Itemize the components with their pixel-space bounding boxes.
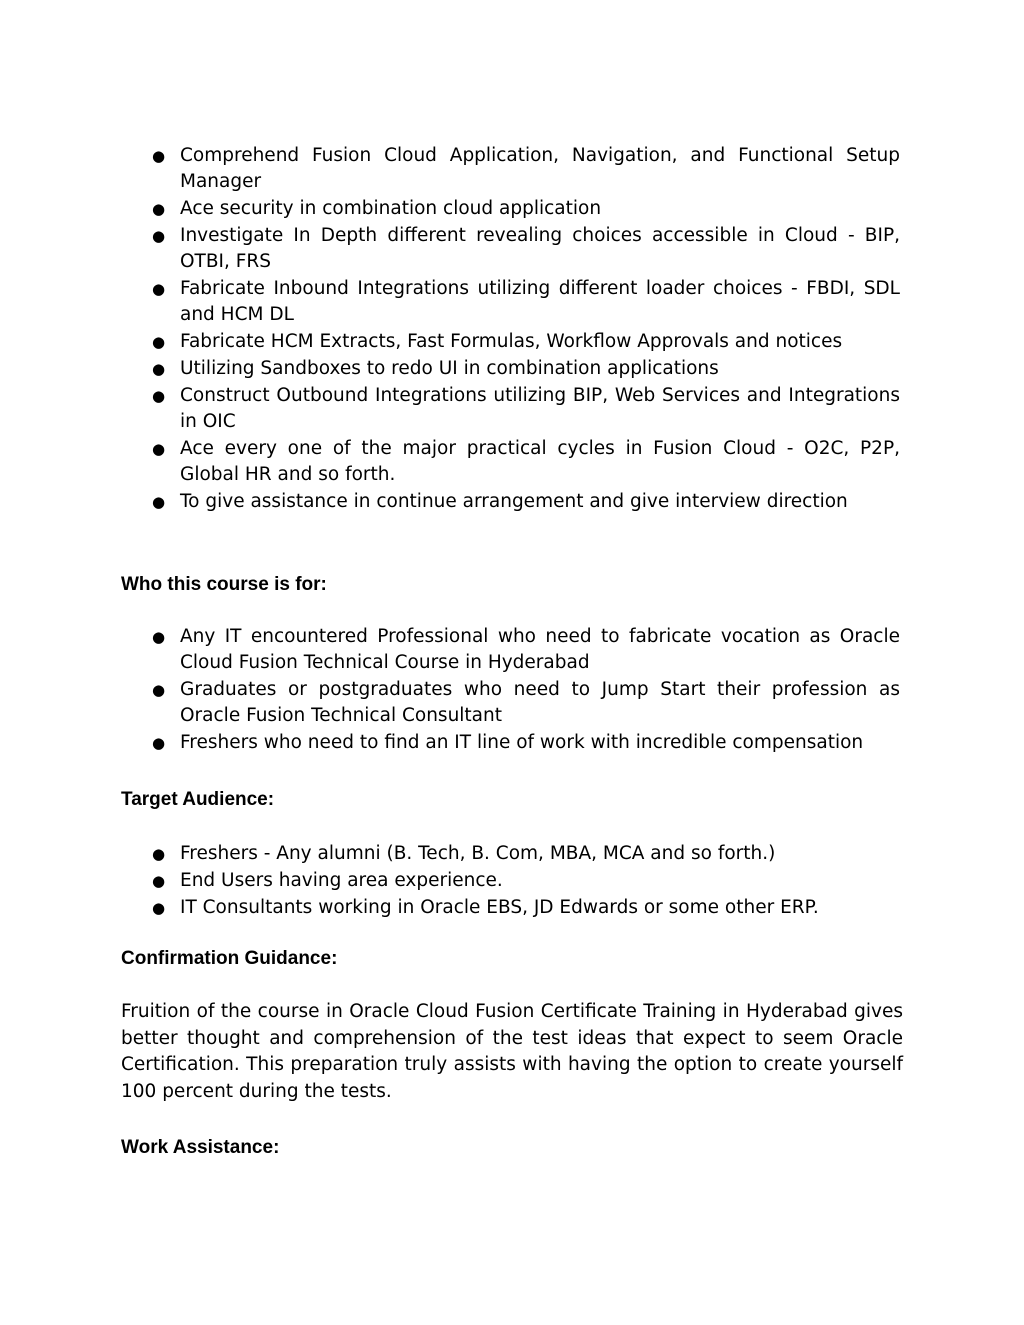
bullet-icon: ● (152, 360, 166, 378)
bullet-icon: ● (152, 899, 166, 917)
section-heading-confirmation: Confirmation Guidance: (121, 948, 338, 969)
bullet-icon: ● (152, 387, 166, 405)
confirmation-paragraph: Fruition of the course in Oracle Cloud Fusion Certificate Training in Hyderabad gives better thought and comprehension of the test ideas that expect to seem Oracle Certification. This preparation truly assists with having the option to create yourself 100 percent during the tests. (121, 1001, 903, 1102)
bullet-icon: ● (152, 681, 166, 699)
who-list (152, 624, 900, 757)
bullet-icon: ● (152, 493, 166, 511)
list-item-text: Any IT encountered Professional who need to fabricate vocation as Oracle Cloud Fusion Technical Course in Hyderabad (180, 626, 900, 673)
list-item-text: Freshers who need to find an IT line of work with incredible compensation (180, 732, 864, 753)
list-item-text: Comprehend Fusion Cloud Application, Navigation, and Functional Setup Manager (180, 145, 900, 192)
list-item (152, 730, 900, 756)
section-heading-who: Who this course is for: (121, 574, 327, 595)
list-item (152, 868, 900, 894)
section-heading-target: Target Audience: (121, 789, 275, 810)
bullet-icon: ● (152, 227, 166, 245)
list-item-text: Graduates or postgraduates who need to Jump Start their profession as Oracle Fusion Technical Consultant (180, 679, 900, 726)
list-item (152, 143, 900, 195)
list-item-text: Fabricate HCM Extracts, Fast Formulas, Workflow Approvals and notices (180, 331, 843, 352)
bullet-icon: ● (152, 200, 166, 218)
list-item (152, 276, 900, 328)
list-item-text: Ace every one of the major practical cycles in Fusion Cloud - O2C, P2P, Global HR and so forth. (180, 438, 900, 485)
list-item (152, 196, 900, 222)
list-item-text: Ace security in combination cloud application (180, 198, 602, 219)
list-item (152, 223, 900, 275)
list-item (152, 841, 900, 867)
list-item (152, 356, 900, 382)
list-item (152, 895, 900, 921)
target-list (152, 841, 900, 922)
bullet-icon: ● (152, 628, 166, 646)
list-item-text: Freshers - Any alumni (B. Tech, B. Com, MBA, MCA and so forth.) (180, 843, 776, 864)
list-item (152, 329, 900, 355)
bullet-icon: ● (152, 147, 166, 165)
bullet-icon: ● (152, 872, 166, 890)
course-outcomes-list (152, 143, 900, 516)
list-item-text: Investigate In Depth different revealing choices accessible in Cloud - BIP, OTBI, FRS (180, 225, 900, 272)
list-item (152, 677, 900, 729)
section-heading-work: Work Assistance: (121, 1137, 280, 1158)
bullet-icon: ● (152, 333, 166, 351)
list-item (152, 436, 900, 488)
bullet-icon: ● (152, 280, 166, 298)
bullet-icon: ● (152, 845, 166, 863)
list-item-text: Fabricate Inbound Integrations utilizing different loader choices - FBDI, SDL and HCM DL (180, 278, 900, 325)
list-item (152, 489, 900, 515)
bullet-icon: ● (152, 734, 166, 752)
bullet-icon: ● (152, 440, 166, 458)
list-item (152, 624, 900, 676)
list-item-text: To give assistance in continue arrangement and give interview direction (180, 491, 848, 512)
list-item-text: Construct Outbound Integrations utilizing BIP, Web Services and Integrations in OIC (180, 385, 900, 432)
list-item-text: End Users having area experience. (180, 870, 503, 891)
list-item (152, 383, 900, 435)
list-item-text: IT Consultants working in Oracle EBS, JD Edwards or some other ERP. (180, 897, 819, 918)
list-item-text: Utilizing Sandboxes to redo UI in combination applications (180, 358, 719, 379)
